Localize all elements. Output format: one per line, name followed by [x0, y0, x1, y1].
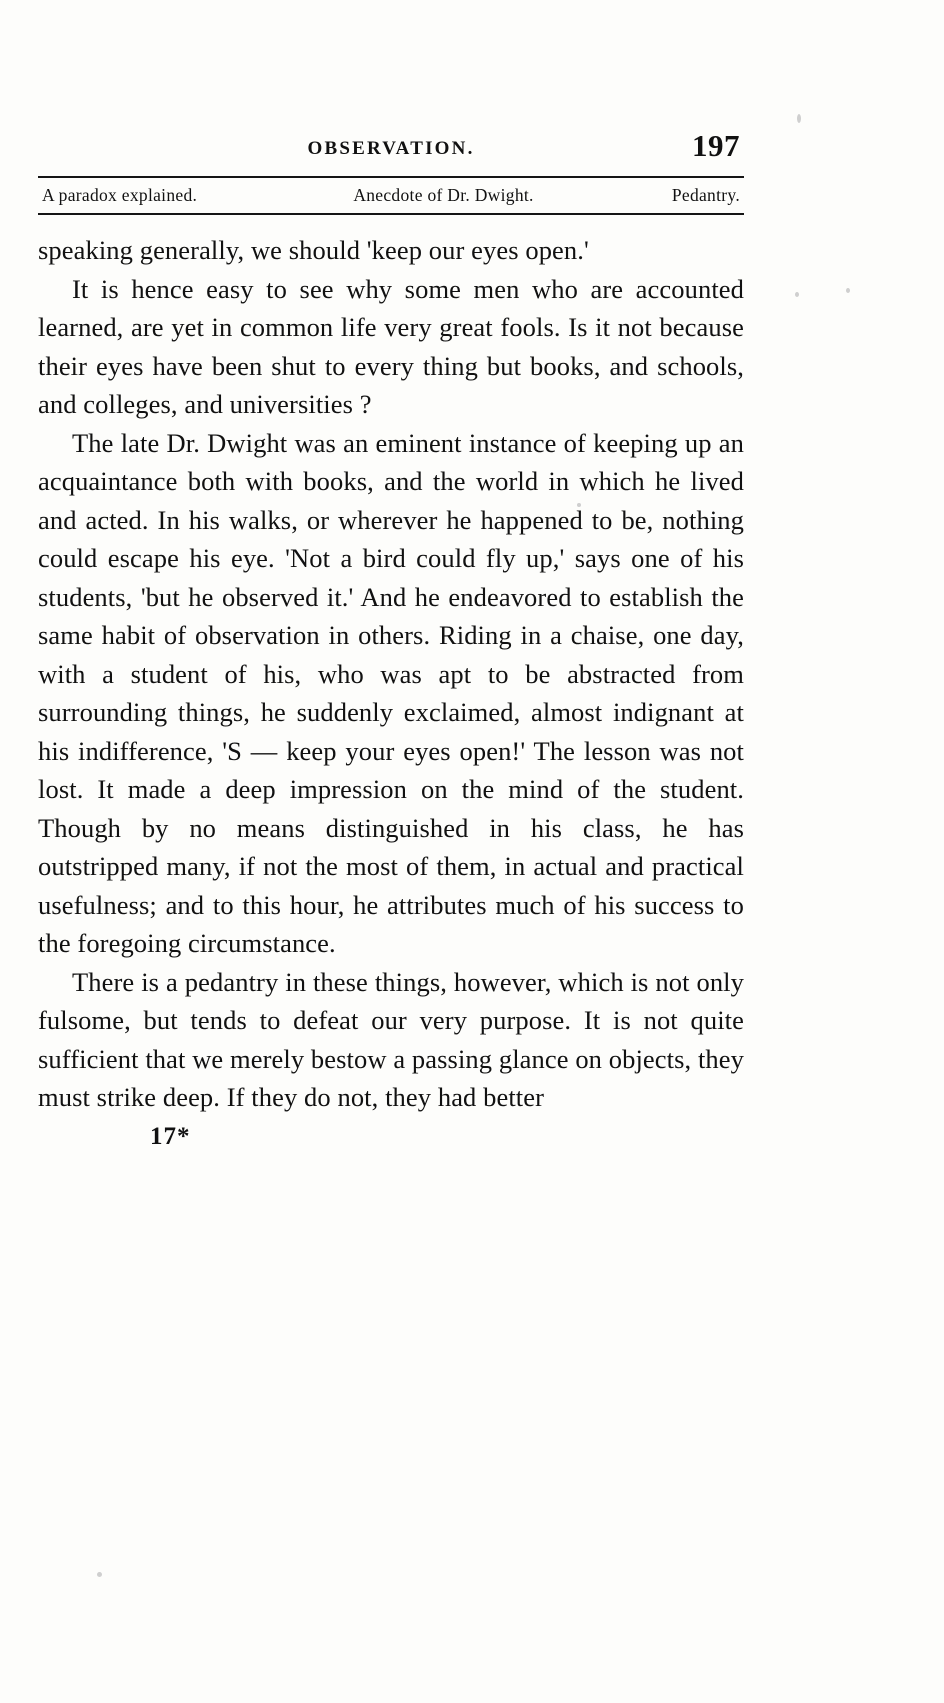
scan-speckle [795, 292, 799, 297]
paragraph: There is a pedantry in these things, however, which is not only fulsome, but tends to defeat our very purpose. It is not quite sufficient that we merely bestow a passing glance on objects, they must strike deep. If they do not, they had better [38, 966, 744, 1112]
scan-speckle [797, 114, 801, 123]
scan-speckle [846, 288, 850, 293]
body-text [38, 231, 744, 1117]
side-head-row [38, 178, 744, 213]
side-head-left: A paradox explained. [42, 185, 198, 205]
side-head-center: Anecdote of Dr. Dwight. [353, 185, 534, 205]
side-head-right: Pedantry. [671, 185, 740, 205]
signature-catchword: 17* [150, 1122, 191, 1150]
paragraph: The late Dr. Dwight was an eminent instance of keeping up an acquaintance both with books, and the world in which he lived and acted. In his walks, or wherever he happened to be, nothing could escape his eye. 'Not a bird could fly up,' says one of his students, 'but he observed it.' And he endeavored to establish the same habit of observation in others. Riding in a chaise, one day, with a student of his, who was apt to be abstracted from surrounding things, he suddenly exclaimed, almost indignant at his indifference, 'S — keep your eyes open!' The lesson was not lost. It made a deep impression on the mind of the student. Though by no means distinguished in his class, he has outstripped many, if not the most of them, in actual and practical usefulness; and to this hour, he attributes much of his success to the foregoing circumstance. [38, 427, 744, 958]
page-content [38, 128, 744, 1151]
header-rule-bottom [38, 213, 744, 215]
paragraph: speaking generally, we should 'keep our eyes open.' [38, 235, 589, 265]
scan-speckle [97, 1572, 102, 1577]
paragraph: It is hence easy to see why some men who are accounted learned, are yet in common life very great fools. Is it not because their eyes have been shut to every thing but books, and schools, and colleges, and universities ? [38, 273, 744, 419]
running-head-title: OBSERVATION. [307, 138, 475, 159]
running-head [38, 128, 744, 176]
page-number: 197 [692, 128, 740, 163]
